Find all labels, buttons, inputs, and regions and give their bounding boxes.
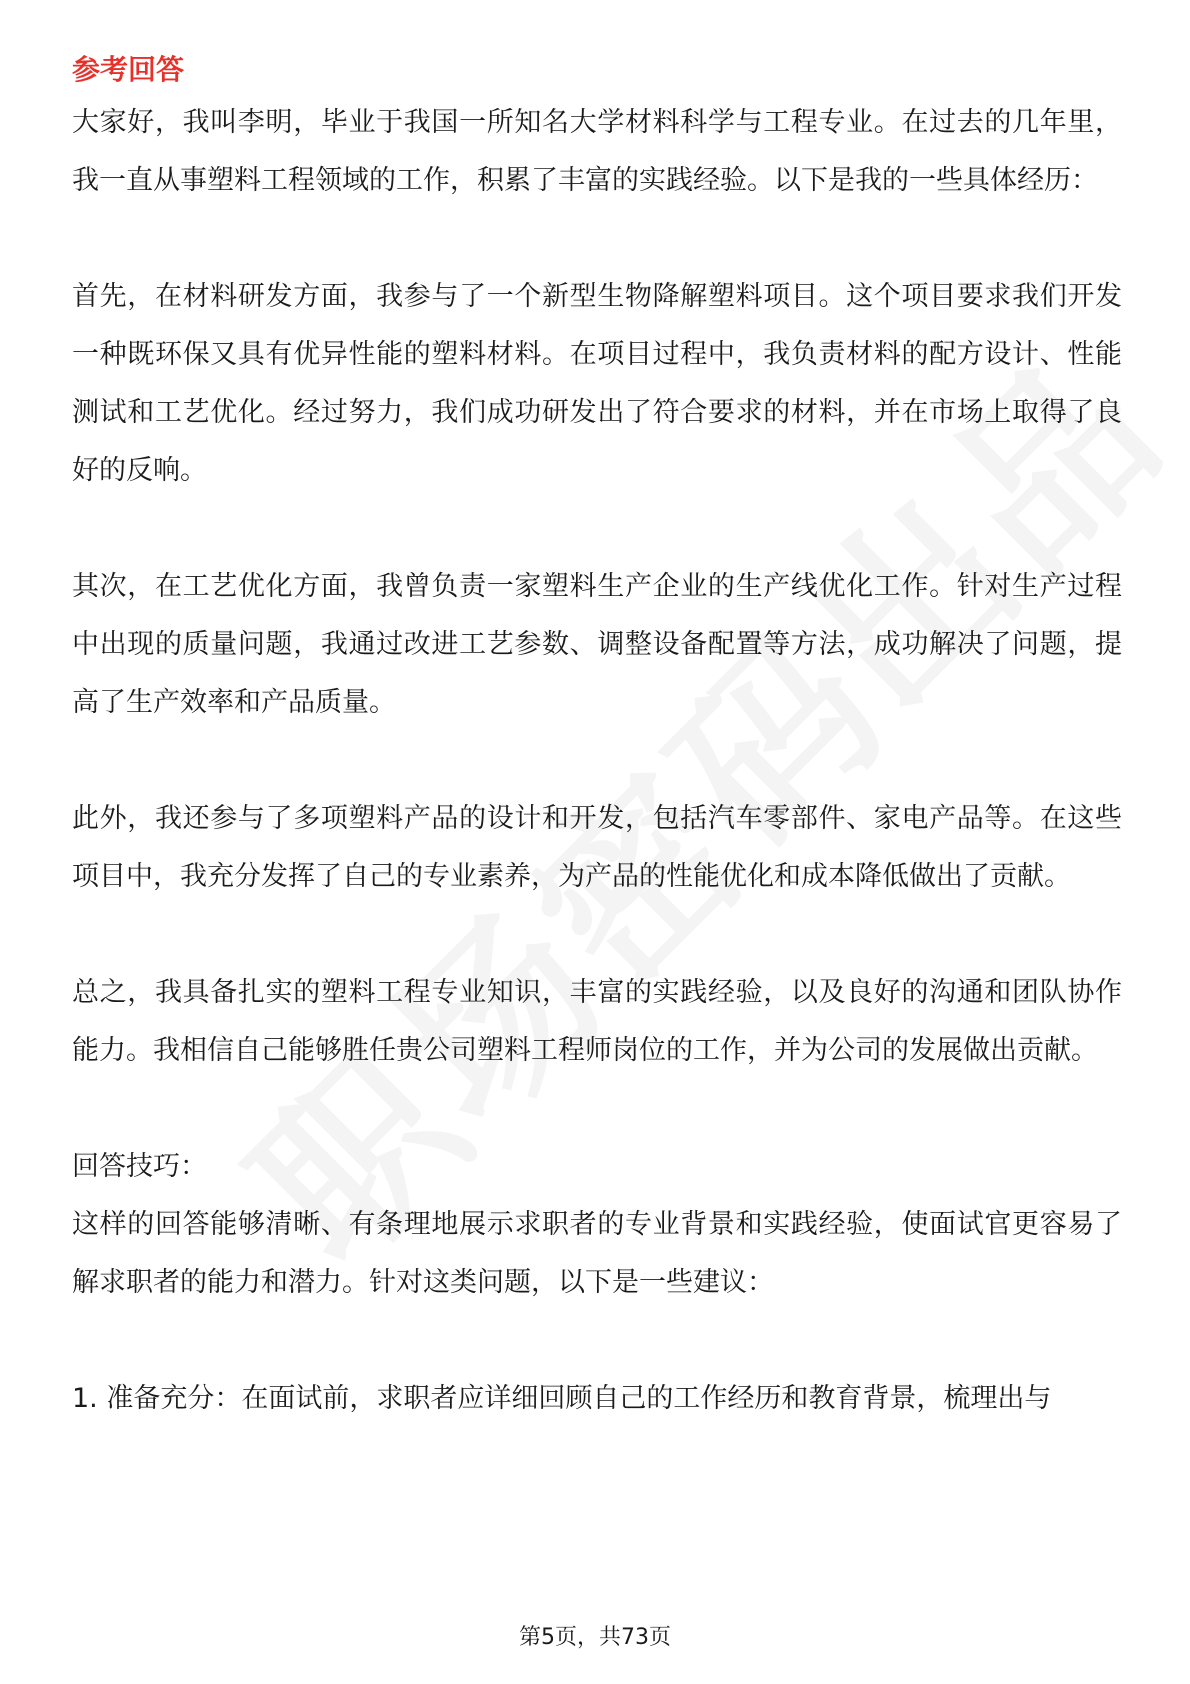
paragraph-summary: 总之，我具备扎实的塑料工程专业知识，丰富的实践经验，以及良好的沟通和团队协作能力。我相信自己能够胜任贵公司塑料工程师岗位的工作，并为公司的发展做出贡献。 (72, 977, 1122, 1066)
paragraph-gap (72, 500, 1122, 558)
tip-item-1: 1. 准备充分：在面试前，求职者应详细回顾自己的工作经历和教育背景，梳理出与 (72, 1383, 1052, 1414)
paragraph-gap (72, 1080, 1122, 1138)
paragraph-process: 其次，在工艺优化方面，我曾负责一家塑料生产企业的生产线优化工作。针对生产过程中出现的质量问题，我通过改进工艺参数、调整设备配置等方法，成功解决了问题，提高了生产效率和产品质量。 (72, 571, 1122, 718)
tips-intro: 这样的回答能够清晰、有条理地展示求职者的专业背景和实践经验，使面试官更容易了解求职者的能力和潜力。针对这类问题，以下是一些建议： (72, 1209, 1122, 1298)
tips-label: 回答技巧： (72, 1151, 207, 1182)
paragraph-intro: 大家好，我叫李明，毕业于我国一所知名大学材料科学与工程专业。在过去的几年里，我一直从事塑料工程领域的工作，积累了丰富的实践经验。以下是我的一些具体经历： (72, 107, 1122, 196)
paragraph-gap (72, 906, 1122, 964)
page-number: 第5页，共73页 (519, 1625, 671, 1650)
paragraph-gap (72, 210, 1122, 268)
section-heading: 参考回答 (72, 53, 185, 86)
document-content (72, 48, 1122, 1428)
paragraph-products: 此外，我还参与了多项塑料产品的设计和开发，包括汽车零部件、家电产品等。在这些项目中，我充分发挥了自己的专业素养，为产品的性能优化和成本降低做出了贡献。 (72, 803, 1122, 892)
paragraph-research: 首先，在材料研发方面，我参与了一个新型生物降解塑料项目。这个项目要求我们开发一种既环保又具有优异性能的塑料材料。在项目过程中，我负责材料的配方设计、性能测试和工艺优化。经过努力，我们成功研发出了符合要求的材料，并在市场上取得了良好的反响。 (72, 281, 1122, 486)
paragraph-gap (72, 732, 1122, 790)
paragraph-gap (72, 1312, 1122, 1370)
